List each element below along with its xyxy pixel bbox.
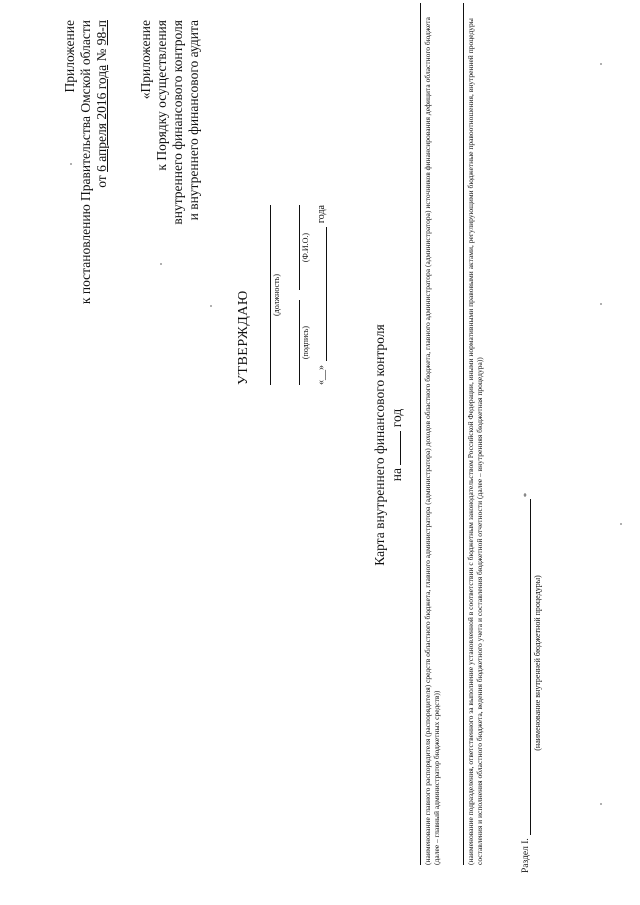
appendix-procedure-header — [138, 20, 202, 225]
section-caption: (наименование внутренней бюджетной процедуры) — [533, 575, 542, 751]
appendix-header — [62, 20, 110, 304]
number-value: 98-п — [94, 20, 109, 46]
year-blank — [388, 431, 401, 465]
section-star: * — [522, 493, 531, 497]
section-label: Раздел I. — [521, 838, 531, 873]
scan-dot — [600, 63, 602, 65]
administrator-caption — [420, 3, 442, 865]
date-blank — [316, 227, 327, 361]
approve-title: УТВЕРЖДАЮ — [236, 290, 251, 385]
date-open: «__» — [316, 365, 327, 385]
number-prefix: № — [94, 48, 109, 62]
section-line — [520, 493, 531, 873]
date-value: 6 апреля 2016 года — [94, 64, 109, 172]
section-block — [520, 493, 542, 873]
card-title-block — [372, 145, 405, 745]
appendix-date-line — [94, 20, 110, 304]
date-suffix: года — [316, 205, 327, 224]
administrator-caption-text: (наименование главного распорядителя (распорядителя) средств областного бюджета, главного администратора (администратора) доходов областного бюджета, главного администратора (администратора) источников финансирования дефицита областного бюджета (далее – главный администратор бюджетных средств)) — [420, 3, 442, 865]
appendix2-line1: «Приложение — [138, 20, 153, 100]
scan-dot — [600, 803, 602, 805]
date-prefix: от — [94, 175, 109, 188]
appendix-decree: к постановлению Правительства Омской области — [78, 20, 93, 305]
appendix-title: Приложение — [62, 20, 77, 93]
approval-block — [236, 205, 327, 385]
card-title: Карта внутреннего финансового контроля — [372, 324, 387, 566]
section-blank — [520, 499, 531, 835]
year-suffix: год — [389, 408, 404, 428]
scan-dot — [600, 303, 602, 305]
year-prefix: на — [389, 467, 404, 482]
name-line — [285, 205, 300, 290]
scan-dot — [620, 523, 622, 525]
position-caption: (должность) — [272, 274, 281, 316]
scan-dot — [160, 263, 162, 265]
scan-dot — [70, 163, 72, 165]
name-caption: (Ф.И.О.) — [301, 232, 310, 263]
appendix2-line2: к Порядку осуществления — [154, 20, 169, 171]
approval-date-line — [316, 205, 327, 385]
signature-line — [285, 300, 300, 385]
signature-caption: (подпись) — [301, 325, 310, 360]
appendix2-line4: и внутреннего финансового аудита — [186, 20, 201, 221]
signature-row — [285, 205, 310, 385]
department-caption-text: (наименование подразделения, ответственного за выполнение установленной в соответствии с бюджетным законодательством Российской Федерации, иными нормативными правовыми актами, регулирующими бюджетные правоотношения, внутренней процедуры составления и исполнения областного бюджета, ведения бюджетного учета и составления бюджетной отчетности (далее – внутренняя бюджетная процедура)) — [463, 3, 485, 865]
card-year-line — [388, 145, 405, 745]
department-caption — [463, 3, 485, 865]
scan-dot — [210, 305, 212, 307]
appendix2-line3: внутреннего финансового контроля — [170, 20, 185, 225]
position-line — [256, 205, 271, 385]
